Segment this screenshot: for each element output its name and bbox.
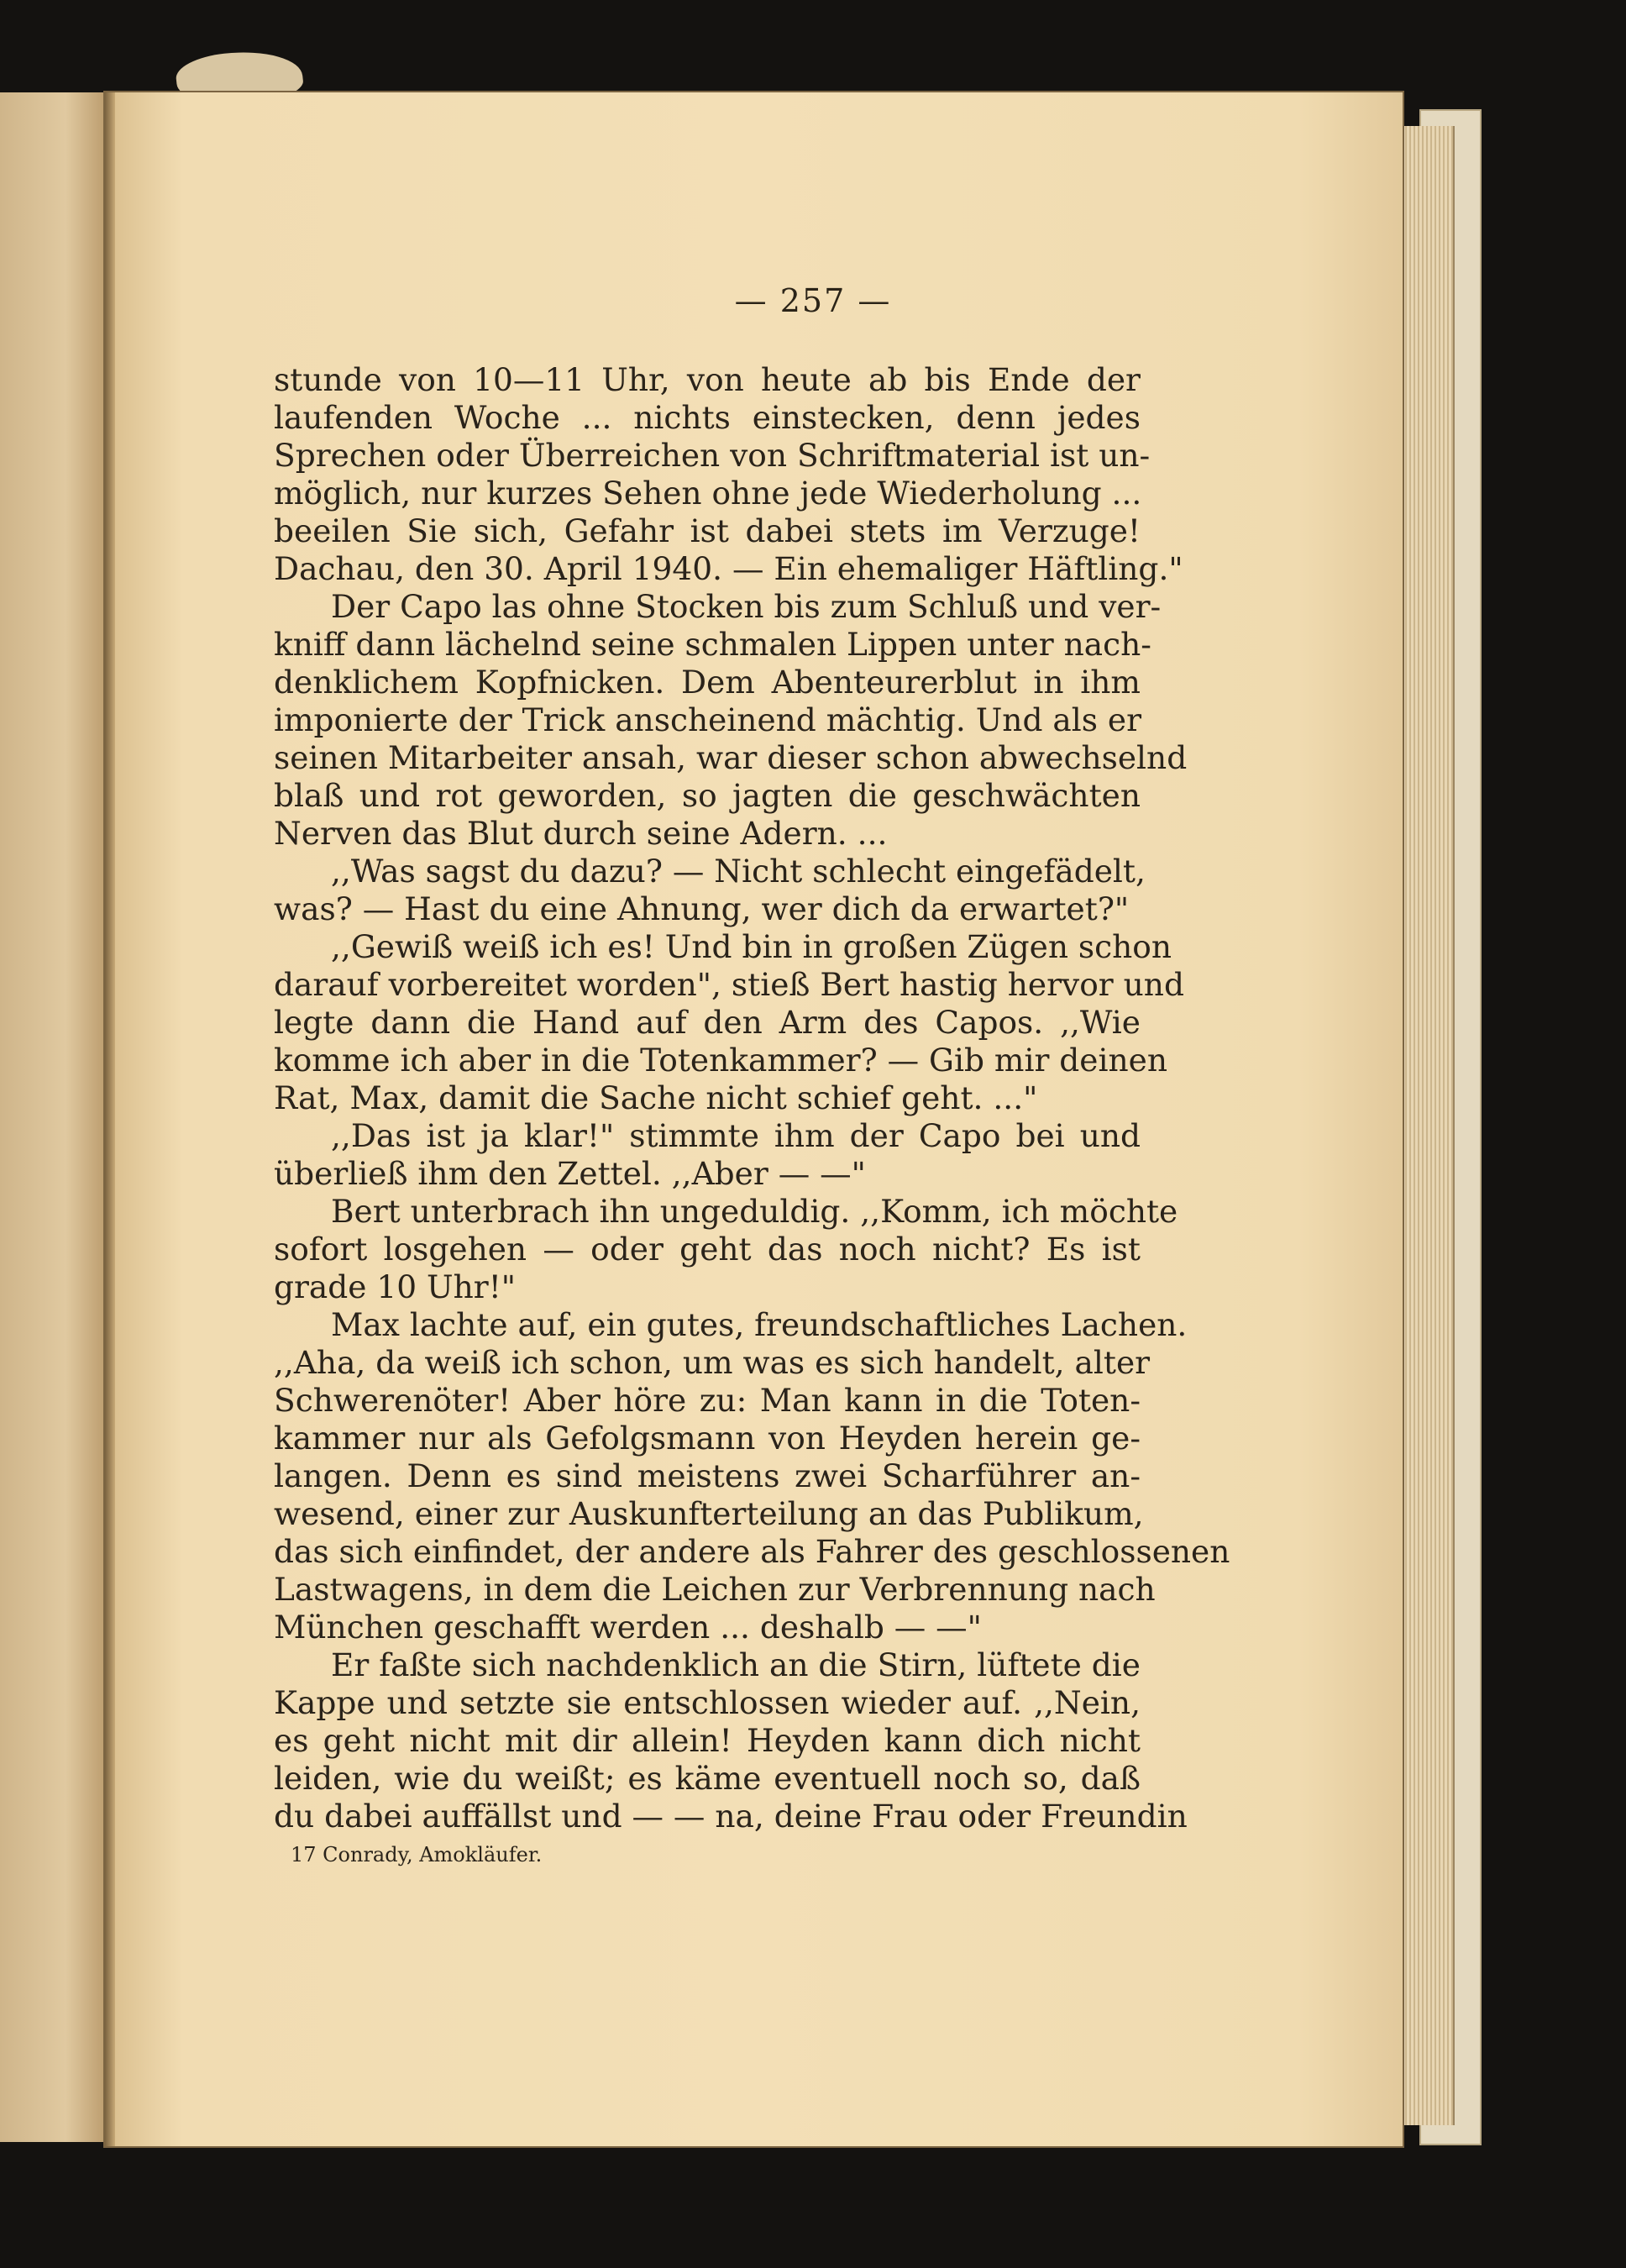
text-line: imponierte der Trick anscheinend mächtig. Und als er — [274, 701, 1142, 738]
text-line: blaß und rot geworden, so jagten die geschwächten — [274, 777, 1141, 814]
text-line: Bert unterbrach ihn ungeduldig. ,,Komm, ich möchte — [331, 1193, 1178, 1230]
text-line: darauf vorbereitet worden", stieß Bert hastig hervor und — [274, 966, 1184, 1003]
text-line: denklichem Kopfnicken. Dem Abenteurerblut in ihm — [274, 664, 1141, 701]
text-line: Rat, Max, damit die Sache nicht schief geht. ..." — [274, 1079, 1038, 1116]
text-line: Kappe und setzte sie entschlossen wieder auf. ,,Nein, — [274, 1684, 1141, 1721]
text-line: ,,Was sagst du dazu? — Nicht schlecht eingefädelt, — [331, 853, 1146, 890]
text-line: legte dann die Hand auf den Arm des Capos. ,,Wie — [274, 1004, 1141, 1041]
text-line: kniff dann lächelnd seine schmalen Lippen unter nach- — [274, 626, 1151, 663]
text-line: du dabei auffällst und — — na, deine Frau oder Freundin — [274, 1798, 1188, 1835]
text-line: kammer nur als Gefolgsmann von Heyden herein ge- — [274, 1420, 1141, 1457]
text-line: sofort losgehen — oder geht das noch nicht? Es ist — [274, 1231, 1141, 1268]
text-line: wesend, einer zur Auskunfterteilung an das Publikum, — [274, 1495, 1144, 1532]
footer-signature: 17 Conrady, Amokläufer. — [291, 1843, 543, 1866]
text-line: beeilen Sie sich, Gefahr ist dabei stets im Verzuge! — [274, 512, 1141, 549]
text-line: Er faßte sich nachdenklich an die Stirn, lüftete die — [331, 1646, 1141, 1683]
text-line: es geht nicht mit dir allein! Heyden kann dich nicht — [274, 1722, 1141, 1759]
text-line: ,,Gewiß weiß ich es! Und bin in großen Zügen schon — [331, 928, 1172, 965]
text-line: möglich, nur kurzes Sehen ohne jede Wiederholung ... — [274, 475, 1142, 512]
text-line: Der Capo las ohne Stocken bis zum Schluß und ver- — [331, 588, 1162, 625]
text-line: langen. Denn es sind meistens zwei Scharführer an- — [274, 1457, 1141, 1494]
left-page-edge — [0, 92, 112, 2142]
text-line: leiden, wie du weißt; es käme eventuell noch so, daß — [274, 1760, 1141, 1797]
text-line: Nerven das Blut durch seine Adern. ... — [274, 815, 888, 852]
text-line: laufenden Woche ... nichts einstecken, denn jedes — [274, 399, 1141, 436]
text-line: Lastwagens, in dem die Leichen zur Verbrennung nach — [274, 1571, 1156, 1608]
text-line: komme ich aber in die Totenkammer? — Gib mir deinen — [274, 1042, 1167, 1079]
text-line: was? — Hast du eine Ahnung, wer dich da erwartet?" — [274, 890, 1130, 927]
text-line: ,,Das ist ja klar!" stimmte ihm der Capo bei und — [331, 1117, 1141, 1154]
text-line: Sprechen oder Überreichen von Schriftmaterial ist un- — [274, 437, 1151, 474]
text-line: seinen Mitarbeiter ansah, war dieser schon abwechselnd — [274, 739, 1188, 776]
body-text — [274, 361, 1230, 1835]
text-line: überließ ihm den Zettel. ,,Aber — —" — [274, 1155, 866, 1192]
text-line: Schwerenöter! Aber höre zu: Man kann in die Toten- — [274, 1382, 1141, 1419]
page-number: — 257 — — [734, 282, 892, 319]
text-line: München geschafft werden ... deshalb — —" — [274, 1609, 982, 1646]
page-gutter — [105, 92, 115, 2146]
text-line: Dachau, den 30. April 1940. — Ein ehemaliger Häftling." — [274, 550, 1183, 587]
text-line: grade 10 Uhr!" — [274, 1268, 517, 1305]
text-line: stunde von 10—11 Uhr, von heute ab bis Ende der — [274, 361, 1141, 398]
text-line: das sich einfindet, der andere als Fahrer des geschlossenen — [274, 1533, 1230, 1570]
text-line: ,,Aha, da weiß ich schon, um was es sich handelt, alter — [274, 1344, 1151, 1381]
text-line: Max lachte auf, ein gutes, freundschaftliches Lachen. — [331, 1306, 1188, 1343]
